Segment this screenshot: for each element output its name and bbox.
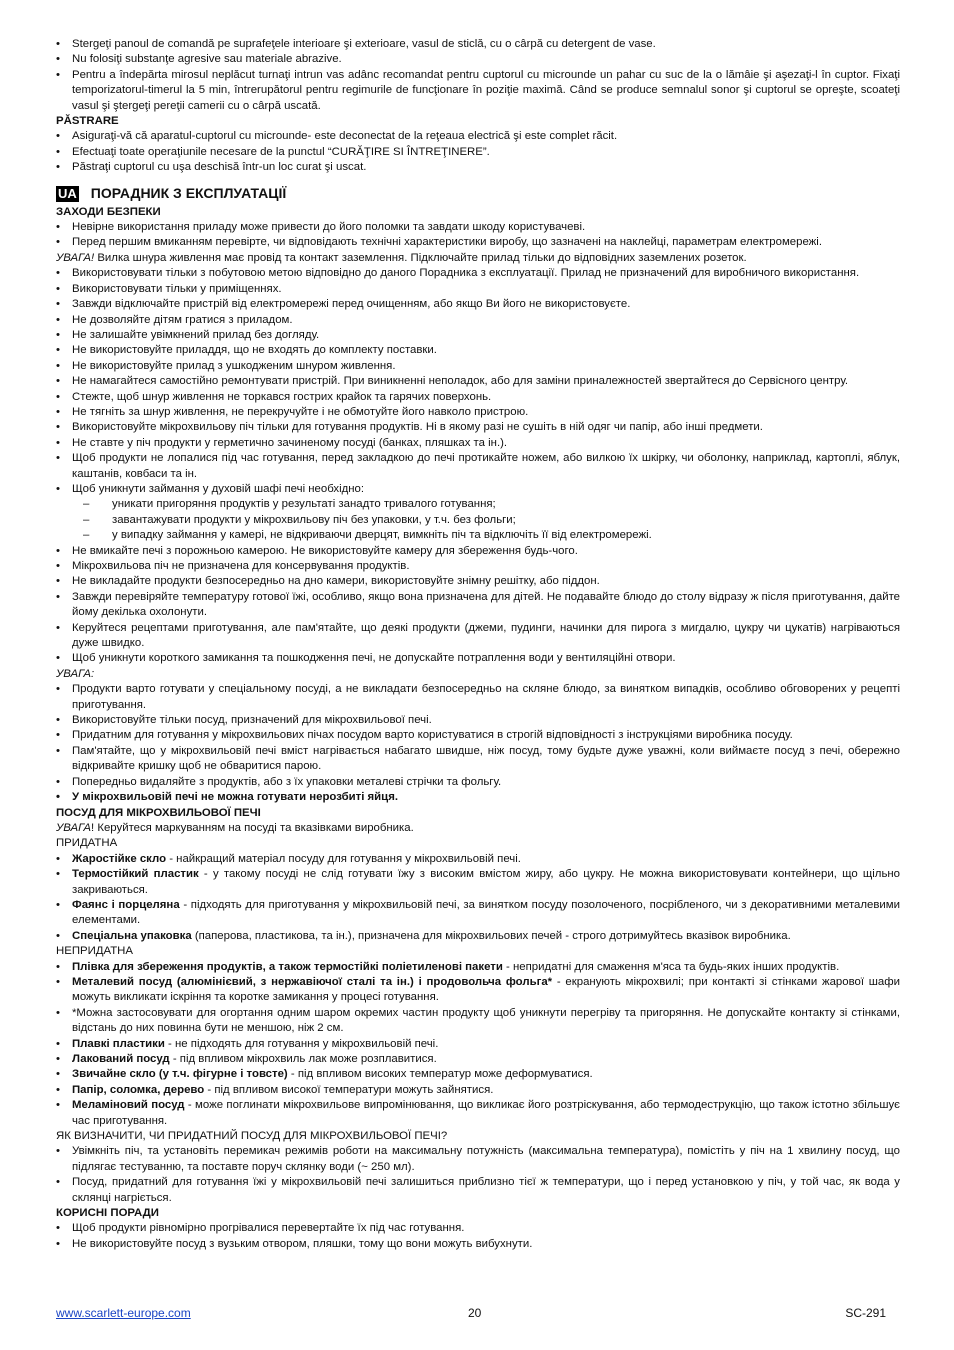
list-item: • Пам'ятайте, що у мікрохвильовій печі вміст нагрівається набагато швидше, ніж посуд, тому будьте дуже уважні, коли виймаєте посуд з печі, обережно відкривайте кришку щоб не обваритися парою. xyxy=(56,744,900,775)
list-item: • Не залишайте увімкнений прилад без догляду. xyxy=(56,328,900,343)
ua-safety-list-b xyxy=(56,266,900,497)
ua-tips-list xyxy=(56,1221,900,1252)
item-text: - підходять для приготування у мікрохвильовій печі, за винятком посуду позолоченого, посрібленого, чи з декоративними металевими елементами. xyxy=(72,898,900,927)
list-item: • Не використовуйте приладдя, що не входять до комплекту поставки. xyxy=(56,343,900,358)
item-text: - екранують мікрохвилі; при контакті зі стінками жарової шафи можуть викликати іскріння та коротке замикання у процесі готування. xyxy=(72,975,900,1004)
item-term: Металевий посуд (алюмінієвий, з нержавіючої сталі та ін.) і продовольча фольга* xyxy=(72,975,553,988)
list-item: – завантажувати продукти у мікрохвильову піч без упаковки, у т.ч. без фольги; xyxy=(56,513,900,528)
item-text: - не підходять для готування у мікрохвильовій печі. xyxy=(164,1037,439,1050)
list-item: • Nu folosiţi substanţe agresive sau materiale abrazive. xyxy=(56,52,900,67)
list-item: • Păstraţi cuptorul cu uşa deschisă într-un loc curat şi uscat. xyxy=(56,160,900,175)
ua-warning-list xyxy=(56,682,900,805)
list-item xyxy=(56,1067,900,1082)
item-term: Фаянс і порцеляна xyxy=(72,898,180,911)
list-item: • Завжди відключайте пристрій від електромережі перед очищенням, або якщо Ви його не використовуєте. xyxy=(56,297,900,312)
item-text: - під впливом високої температури можуть зайнятися. xyxy=(204,1083,494,1096)
list-item xyxy=(56,852,900,867)
ua-safety-list-a xyxy=(56,220,900,251)
list-item: • Не дозволяйте дітям гратися з приладом. xyxy=(56,313,900,328)
item-text: - непридатні для смаження м'яса та будь-яких інших продуктів. xyxy=(502,960,840,973)
ua-section-title: ПОРАДНИК З ЕКСПЛУАТАЦІЇ xyxy=(90,184,287,201)
ua-how-list xyxy=(56,1144,900,1206)
model-number: SC-291 xyxy=(845,1306,886,1320)
list-item: • Asiguraţi-vă că aparatul-cuptorul cu microunde- este deconectat de la reţeaua electrică şi este complet răcit. xyxy=(56,129,900,144)
list-item: • Не викладайте продукти безпосередньо на дно камери, використовуйте знімну решітку, або піддон. xyxy=(56,574,900,589)
list-item xyxy=(56,1006,900,1037)
ua-section-header xyxy=(56,185,900,203)
item-term: Меламіновий посуд xyxy=(72,1099,185,1112)
ua-tips-heading: КОРИСНІ ПОРАДИ xyxy=(56,1207,159,1220)
list-item: • Щоб продукти не лопалися під час готування, перед закладкою до печі протикайте ножем, або вилкою їх шкірку, чи оболонку, наприклад, картоплі, яблук, каштанів, ковбаси та ін. xyxy=(56,451,900,482)
ua-how-heading: ЯК ВИЗНАЧИТИ, ЧИ ПРИДАТНИЙ ПОСУД ДЛЯ МІКРОХВИЛЬОВОЇ ПЕЧІ? xyxy=(56,1130,448,1143)
list-item: • Мікрохвильова піч не призначена для консервування продуктів. xyxy=(56,559,900,574)
list-item: • Efectuaţi toate operaţiunile necesare de la punctul “CURĂŢIRE SI ÎNTREŢINERE”. xyxy=(56,145,900,160)
item-term: Звичайне скло (у т.ч. фігурне і товсте) xyxy=(72,1068,288,1081)
item-text: - під впливом мікрохвиль лак може розплавитися. xyxy=(169,1053,437,1065)
list-item: • Використовувати тільки з побутовою метою відповідно до даного Порадника з експлуатації. Прилад не призначений для виробничого використання. xyxy=(56,266,900,281)
ua-safety-heading: ЗАХОДИ БЕЗПЕКИ xyxy=(56,205,161,218)
warning-text: Вилка шнура живлення має провід та контакт заземлення. Підключайте прилад тільки до відповідних заземлених розеток. xyxy=(94,251,747,264)
list-item: • Перед першим вмиканням перевірте, чи відповідають технічні характеристики виробу, що зазначені на наклейці, параметрам електромережі. xyxy=(56,235,900,250)
list-item: – уникати пригоряння продуктів у результаті занадто тривалого готування; xyxy=(56,497,900,512)
list-item: • Не намагайтеся самостійно ремонтувати пристрій. При виникненні неполадок, або для заміни приналежностей звертайтеся до Сервісного центру. xyxy=(56,374,900,389)
list-item xyxy=(56,1037,900,1052)
warning-label: УВАГА! xyxy=(56,251,95,264)
list-item: • Керуйтеся рецептами приготування, але пам'ятайте, що деякі продукти (джеми, пудинги, начинки для пирога з мигдалю, цукру чи цукатів) нагріваються дуже швидко. xyxy=(56,621,900,652)
list-item: • Стежте, щоб шнур живлення не торкався гострих крайок та гарячих поверхонь. xyxy=(56,390,900,405)
ua-unsuitable-label: НЕПРИДАТНА xyxy=(56,945,133,958)
ua-language-badge: UA xyxy=(58,185,77,201)
list-item: • Невірне використання приладу може привести до його поломки та завдати шкоду користувачеві. xyxy=(56,220,900,235)
list-item: • Pentru a îndepărta mirosul neplăcut turnaţi intrun vas adânc recomandat pentru cuptorul cu microunde un pahar cu suc de la o lămâie şi aşezaţi-l în cuptor. Fixaţi temporizatorul-timerul la 5 min, întrerupătorul pentru regimurile de funcţionare în poziţie maximă. Când se produce semnalul sonor şi cuptorul se opreşte, scoateţi vasul şi ştergeţi pereţii camerii cu o cârpă uscată. xyxy=(56,68,900,114)
ro-storage-heading: PĂSTRARE xyxy=(56,115,119,128)
item-term: Спеціальна упаковка xyxy=(72,929,192,942)
ua-safety-list-c xyxy=(56,544,900,667)
list-item: • Посуд, придатний для готування їжі у мікрохвильовій печі залишиться приблизно тієї ж температури, що і перед установкою у піч, у той час, як вода у склянці нагріється. xyxy=(56,1175,900,1206)
item-text: - може поглинати мікрохвильове випромінювання, що викликає його розтріскування, або термодеструкцію, що також істотно збільшує час приготування. xyxy=(72,1099,900,1127)
item-term: Лакований посуд xyxy=(72,1053,170,1065)
ua-warning-grounding xyxy=(56,251,900,266)
list-item xyxy=(56,1052,900,1067)
list-item xyxy=(56,975,900,1006)
ua-warning-label: УВАГА: xyxy=(56,667,95,680)
list-item: • Продукти варто готувати у спеціальному посуді, а не викладати безпосередньо на скляне блюдо, за винятком випадків, особливо обговорених у рецепті приготування. xyxy=(56,682,900,713)
item-term: Термостійкий пластик xyxy=(72,868,199,881)
warning-label: УВАГА xyxy=(56,821,91,834)
list-item: • У мікрохвильовій печі не можна готувати нерозбиті яйця. xyxy=(56,790,900,805)
list-item xyxy=(56,929,900,944)
item-term: Плавкі пластики xyxy=(72,1037,165,1050)
item-text: *Можна застосовувати для огортання одним шаром окремих частин продукту щоб уникнути перегріву та пригоряння. Не допускайте контакту зі стінками, відстань до них повинна бути не меншою, ніж 2 см. xyxy=(72,1006,900,1035)
ua-unsuitable-list xyxy=(56,960,900,1129)
list-item: • Щоб уникнути займання у духовій шафі печі необхідно: xyxy=(56,482,900,497)
ua-suitable-list xyxy=(56,852,900,944)
list-item: • Придатним для готування у мікрохвильових пічах посудом варто користуватися в строгій відповідності з інструкціями виробника посуду. xyxy=(56,728,900,743)
list-item xyxy=(56,898,900,929)
list-item: • Щоб продукти рівномірно прогрівалися перевертайте їх під час готування. xyxy=(56,1221,900,1236)
document-page xyxy=(56,37,900,1252)
list-item: • Використовуйте тільки посуд, призначений для мікрохвильової печі. xyxy=(56,713,900,728)
page-footer xyxy=(56,1306,900,1322)
item-text: - найкращий матеріал посуду для готування у мікрохвильовій печі. xyxy=(166,852,521,865)
list-item xyxy=(56,867,900,898)
list-item: • Не використовуйте прилад з ушкодженим шнуром живлення. xyxy=(56,359,900,374)
ro-cleaning-list xyxy=(56,37,900,114)
website-link[interactable]: www.scarlett-europe.com xyxy=(56,1306,191,1320)
list-item: • Увімкніть піч, та установіть перемикач режимів роботи на максимальну потужність (максимальна температура), помістіть у піч на 1 хвилину посуд, що підлягає тестуванню, та поставте поруч склянку води (~ 250 мл). xyxy=(56,1144,900,1175)
page-number: 20 xyxy=(468,1306,482,1320)
list-item: • Завжди перевіряйте температуру готової їжі, особливо, якщо вона призначена для дітей. Не подавайте блюдо до столу відразу ж після приготування, дайте йому декілька охолонути. xyxy=(56,590,900,621)
item-term: Папір, соломка, дерево xyxy=(72,1083,205,1096)
list-item: • Stergeţi panoul de comandă pe suprafeţele interioare şi exterioare, vasul de sticlă, cu o cârpă cu detergent de vase. xyxy=(56,37,900,52)
list-item: • Використовувати тільки у приміщеннях. xyxy=(56,282,900,297)
list-item: • Попередньо видаляйте з продуктів, або з їх упаковки металеві стрічки та фольгу. xyxy=(56,775,900,790)
list-item: • Не ставте у піч продукти у герметично зачиненому посуді (банках, пляшках та ін.). xyxy=(56,436,900,451)
list-item xyxy=(56,1098,900,1129)
item-term: Плівка для збереження продуктів, а також термостійкі поліетиленові пакети xyxy=(72,960,503,973)
item-text: - у такому посуді не слід готувати їжу з високим вмістом жиру, або цукру. Не можна використовувати контейнери, що щільно закриваються. xyxy=(72,868,901,896)
warning-text: ! Керуйтеся маркуванням на посуді та вказівками виробника. xyxy=(91,821,414,834)
list-item: • Щоб уникнути короткого замикання та пошкодження печі, не допускайте потраплення води у вентиляційні отвори. xyxy=(56,651,900,666)
list-item: • Не вмикайте печі з порожньою камерою. Не використовуйте камеру для збереження будь-чого. xyxy=(56,544,900,559)
ua-suitable-label: ПРИДАТНА xyxy=(56,837,118,850)
ua-cookware-warning xyxy=(56,821,900,836)
list-item: • Не тягніть за шнур живлення, не перекручуйте і не обмотуйте його навколо пристрою. xyxy=(56,405,900,420)
ua-cookware-heading: ПОСУД ДЛЯ МІКРОХВИЛЬОВОЇ ПЕЧІ xyxy=(56,806,261,819)
list-item xyxy=(56,1083,900,1098)
item-text: - під впливом високих температур може деформуватися. xyxy=(287,1068,593,1081)
list-item: • Використовуйте мікрохвильову піч тільки для готування продуктів. Ні в якому разі не сушіть в ній одяг чи папір, або інші предмети. xyxy=(56,420,900,435)
list-item: – у випадку займання у камері, не відкриваючи дверцят, вимкніть піч та відключіть її від електромережі. xyxy=(56,528,900,543)
list-item: • Не використовуйте посуд з вузьким отвором, пляшки, тому що вони можуть вибухнути. xyxy=(56,1237,900,1252)
item-term: Жаростійке скло xyxy=(72,852,167,865)
ua-fire-prevention-list xyxy=(56,497,900,543)
item-text: (паперова, пластикова, та ін.), призначена для мікрохвильових печей - строго дотримуйтесь вказівок виробника. xyxy=(191,929,791,942)
list-item xyxy=(56,960,900,975)
ro-storage-list xyxy=(56,129,900,175)
